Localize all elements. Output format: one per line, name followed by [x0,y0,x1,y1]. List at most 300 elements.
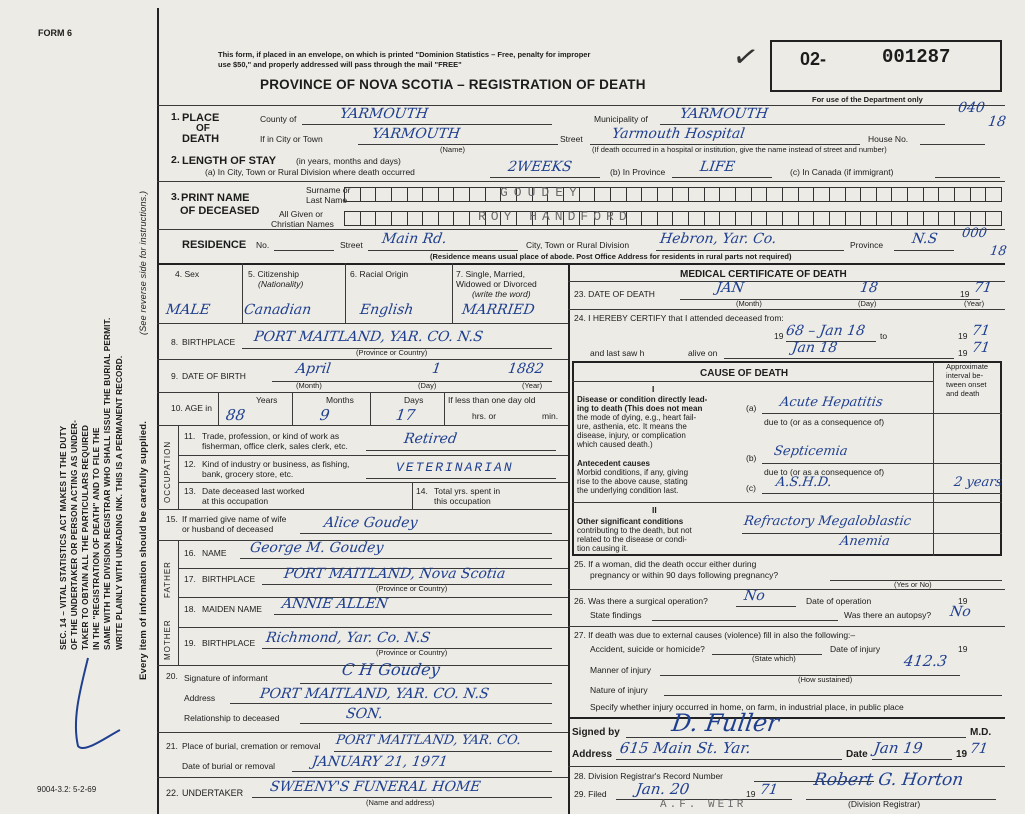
s17-note: (Province or Country) [376,584,448,593]
rule [218,392,219,425]
s21-label: Place of burial, cremation or removal [182,741,321,751]
stay-a-value: 2WEEKS [506,159,573,175]
s15-label-1: If married give name of wife [182,514,287,524]
rule [292,392,293,425]
s17-num: 17. [184,574,196,584]
rule [157,263,1005,265]
s20-relationship-label: Relationship to deceased [184,713,280,723]
antecedent-line-3: rise to the above cause, stating [577,477,688,486]
rule [157,777,568,778]
s24-from-value: 68 – Jan 18 [784,323,867,339]
other-value-2: Anemia [838,534,891,549]
s17-label: BIRTHPLACE [202,574,256,584]
s14-label-2: this occupation [434,496,491,506]
given-name-value: ROY HANDFORD [478,209,632,224]
other-line-4: tion causing it. [577,544,629,553]
registration-prefix: 02- [800,49,827,69]
s12-num: 12. [184,459,196,469]
s19-label: BIRTHPLACE [202,638,256,648]
s20-address-label: Address [184,693,216,703]
s24-last-year-prefix: 19 [958,348,968,358]
s2-num: 2. [171,154,180,166]
s12-label-1: Kind of industry or business, as fishing, [202,459,350,469]
city-name-note: (Name) [440,145,466,154]
rule [368,250,518,251]
s20-num: 20. [166,671,178,681]
s10-years-value: 88 [224,406,247,424]
cause-c-interval: 2 years [952,475,1004,490]
rule [724,358,954,359]
rule [157,181,1005,182]
s22-value: SWEENY'S FUNERAL HOME [268,779,482,795]
registrar-name-stamp: A.F. WEIR [660,799,747,811]
s5-value: Canadian [242,302,313,318]
antecedent-line-2: Morbid conditions, if any, giving [577,468,689,477]
s1-label-death: DEATH [182,133,220,145]
antecedent-line-1: Antecedent causes [577,459,650,468]
s6-value: English [358,302,415,318]
s21-value: PORT MAITLAND, YAR. CO. [334,733,522,748]
rule [157,105,1005,106]
s3-label-print-name: PRINT NAME [181,192,250,204]
s19-note: (Province or Country) [376,648,448,657]
surname-label-2: Last Name [306,195,348,205]
disease-line-3: the mode of dying, e.g., heart fail- [577,413,697,422]
s8-num: 8. [171,337,179,347]
rule [736,606,796,607]
column-divider [568,263,570,814]
s10-years-label: Years [256,395,278,405]
stay-a-label: (a) In City, Town or Rural Division where death occurred [205,167,415,177]
rule [157,323,568,324]
disease-line-5: disease, injury, or complication [577,431,686,440]
s16-label: NAME [202,548,227,558]
s8-value: PORT MAITLAND, YAR. CO. N.S [252,329,485,345]
mail-notice-line-2: use $50," and properly addressed will pass through the mail "FREE" [218,60,462,69]
s8-label: BIRTHPLACE [182,337,236,347]
s21-date-value: JANUARY 21, 1971 [310,754,449,770]
s24-alive-value: Jan 18 [790,340,839,356]
s29-label: 29. Filed [574,789,607,799]
s27-where-label: Specify whether injury occurred in home, on farm, in industrial place, in public place [590,702,904,712]
rule [664,695,1002,696]
s27-nature-label: Nature of injury [590,685,648,695]
s29-note: (Division Registrar) [848,799,921,809]
rule [490,177,600,178]
s23-year: 71 [972,280,993,296]
county-label: County of [260,114,297,124]
s9-day-note: (Day) [418,381,437,390]
s11-num: 11. [184,431,196,441]
rule [370,392,371,425]
form-number: FORM 6 [38,28,73,38]
s15-value: Alice Goudey [322,515,419,531]
s10-less-label: If less than one day old [448,395,536,405]
residence-street-value: Main Rd. [380,231,448,247]
s27-label: 27. If death was due to external causes (violence) fill in also the following:– [574,630,856,640]
cause-due-b: due to (or as a consequence of) [764,467,885,477]
s28-label: 28. Division Registrar's Record Number [574,771,724,781]
cause-c-label: (c) [746,483,756,493]
s15-num: 15. [166,514,178,524]
signed-date-label: Date [846,749,868,760]
rule [345,263,346,323]
s9-year-note: (Year) [522,381,543,390]
stay-b-value: LIFE [698,159,736,175]
s1-label-of: OF [196,123,210,134]
s26-label: 26. Was there a surgical operation? [574,596,708,606]
s13-label-2: at this occupation [202,496,269,506]
form-left-border [157,8,159,814]
residence-province-value: N.S [910,231,939,247]
s21-date-label: Date of burial or removal [182,761,276,771]
roman-numeral-2: II [652,505,657,515]
rule [572,381,933,382]
s25-label-2: pregnancy or within 90 days following pregnancy? [590,570,779,580]
s23-day: 18 [858,280,879,296]
s18-num: 18. [184,604,196,614]
antecedent-line-4: the underlying condition last. [577,486,679,495]
s7-label-2: Widowed or Divorced [456,279,537,289]
s18-value: ANNIE ALLEN [280,596,390,612]
s29-year: 71 [758,782,779,798]
mail-notice-line-1: This form, if placed in an envelope, on which is printed "Dominion Statistics – Free, penalty for improper [218,50,591,59]
rule [178,455,568,456]
rule [444,392,445,425]
rule [568,766,1005,767]
side-warning-line-2: OF THE UNDERTAKER OR PERSON ACTING AS UNDER- [70,419,79,650]
rule [292,771,552,772]
mother-side-label: MOTHER [163,619,172,660]
other-line-2: contributing to the death, but not [577,526,692,535]
s9-num: 9. [171,371,179,381]
s19-value: Richmond, Yar. Co. N.S [264,630,432,646]
s3-label-of-deceased: OF DECEASED [180,205,260,217]
given-label-1: All Given or [279,209,323,219]
s26-findings-label: State findings [590,610,642,620]
check-mark-icon: ✓ [729,38,762,77]
side-note: Every item of information should be carefully supplied. [138,420,149,680]
surname-label-1: Surname or [306,185,351,195]
side-warning-line-4: IN THE "REGISTRATION OF DEATH" AND TO FILE THE [92,427,101,650]
cause-b-value: Septicemia [772,444,849,459]
rule [157,509,568,510]
s16-num: 16. [184,548,196,558]
s27-year-prefix: 19 [958,644,968,654]
rule [366,450,556,451]
disease-line-2: ing to death (This does not mean [577,404,703,413]
s4-value: MALE [164,302,212,318]
rule [178,482,568,483]
cause-heading: CAUSE OF DEATH [700,368,789,379]
cause-a-label: (a) [746,403,757,413]
s13-label-1: Date deceased last worked [202,486,305,496]
rule [178,540,179,665]
rule [568,281,1005,282]
rule [178,425,179,509]
s11-label-1: Trade, profession, or kind of work as [202,431,340,441]
s25-label-1: 25. If a woman, did the death occur either during [574,559,757,569]
s27-how-note: (How sustained) [798,675,853,684]
rule [568,309,1005,310]
rule [274,614,552,615]
s27-code: 412.3 [902,652,949,670]
s24-to-prefix: 19 [958,331,968,341]
signed-address-value: 615 Main St. Yar. [618,739,753,757]
s24-label: 24. I HEREBY CERTIFY that I attended deceased from: [574,313,784,323]
rule [652,620,838,621]
given-name-boxes [344,211,1002,226]
s5-label-2: (Nationality) [258,279,304,289]
code-2a: 000 [960,226,988,241]
county-value: YARMOUTH [338,106,430,122]
municipality-label: Municipality of [594,114,648,124]
occupation-side-label: OCCUPATION [163,440,172,503]
s2-label: LENGTH OF STAY [182,155,277,167]
s22-label: UNDERTAKER [182,788,244,798]
s25-note: (Yes or No) [894,580,932,589]
disease-line-6: which caused death.) [577,440,653,449]
city-value: YARMOUTH [370,126,462,142]
rule [872,759,952,760]
surname-value: GOUDEY [500,185,583,200]
s23-month: JAN [714,280,746,296]
signed-address-label: Address [572,749,613,760]
s24-alive-label: alive on [688,348,718,358]
s21-num: 21. [166,741,178,751]
s23-label: 23. DATE OF DEATH [574,289,655,299]
s27-date-label: Date of injury [830,644,881,654]
s27-manner-label: Manner of injury [590,665,651,675]
s10-months-label: Months [326,395,354,405]
city-label: If in City or Town [260,134,323,144]
rule [157,425,568,426]
s13-num: 13. [184,486,196,496]
s24-last-year: 71 [970,340,991,356]
registration-number-box [770,40,1002,92]
side-warning-line-5: SAME WITH THE DIVISION REGISTRAR WHO SHALL ISSUE THE BURIAL PERMIT. [103,317,112,650]
other-value-1: Refractory Megaloblastic [742,514,912,529]
s26-year-prefix: 19 [958,596,968,606]
municipality-value: YARMOUTH [678,106,770,122]
form-title: PROVINCE OF NOVA SCOTIA – REGISTRATION OF DEATH [260,77,646,92]
s26-value: No [742,588,766,604]
rule [412,482,413,509]
residence-street-label: Street [340,240,363,250]
s7-value: MARRIED [460,302,536,318]
interval-label-4: and death [946,389,980,398]
rule [274,250,334,251]
s14-label-1: Total yrs. spent in [434,486,501,496]
rule [240,558,552,559]
rule [568,626,1005,627]
rule [680,299,980,300]
s6-label: 6. Racial Origin [350,269,409,279]
s22-num: 22. [166,788,179,798]
rule [762,493,1002,494]
rule [656,250,844,251]
s20-relationship-value: SON. [344,706,384,722]
residence-province-label: Province [850,240,884,250]
s10-months-value: 9 [318,406,331,424]
s7-label-1: 7. Single, Married, [456,269,525,279]
s9-month-note: (Month) [296,381,322,390]
side-note-instructions: (See reverse side for instructions.) [138,190,148,335]
s7-label-3: (write the word) [472,289,531,299]
residence-note: (Residence means usual place of abode. Post Office Address for residents in rural parts not required) [430,252,792,261]
hospital-note: (If death occurred in a hospital or institution, give the name instead of street and number) [592,145,887,154]
rule [302,124,552,125]
s1-label-place: PLACE [182,112,220,124]
s20-address-value: PORT MAITLAND, YAR. CO. N.S [258,686,491,702]
house-label: House No. [868,134,909,144]
s27-accident-label: Accident, suicide or homicide? [590,644,705,654]
s8-note: (Province or Country) [356,348,428,357]
rule [334,751,552,752]
rule [366,478,556,479]
residence-division-label: City, Town or Rural Division [526,240,630,250]
rule [920,144,985,145]
rule [672,177,772,178]
s1-num: 1. [171,111,180,123]
s12-value: VETERINARIAN [396,460,514,475]
cause-due-a: due to (or as a consequence of) [764,417,885,427]
s26-autopsy-label: Was there an autopsy? [844,610,932,620]
signed-year: 71 [968,741,989,757]
signed-year-prefix: 19 [956,749,968,760]
residence-division-value: Hebron, Yar. Co. [658,231,778,247]
rule [452,263,453,323]
s12-label-2: bank, grocery store, etc. [202,469,294,479]
stay-b-label: (b) In Province [610,167,666,177]
street-label: Street [560,134,583,144]
informant-signature: C H Goudey [340,660,442,679]
s24-to-label: to [880,331,888,341]
s9-year: 1882 [506,361,545,377]
s2-label-note: (in years, months and days) [296,156,401,166]
side-warning-line-1: SEC. 14 – VITAL STATISTICS ACT MAKES IT THE DUTY [59,425,68,650]
physician-signature: D. Fuller [670,709,781,737]
rule [568,589,1005,590]
s19-num: 19. [184,638,196,648]
rule [157,229,1005,230]
code-1b: 18 [986,114,1007,130]
s3-num: 3. [171,191,180,203]
rule [762,463,1002,464]
rule [300,533,552,534]
department-use-note: For use of the Department only [812,95,923,104]
s4-label: 4. Sex [175,269,200,279]
s23-month-note: (Month) [736,299,762,308]
code-1a: 040 [956,100,986,116]
rule [894,250,954,251]
rule [660,124,945,125]
rule [626,737,966,738]
interval-label-3: tween onset [946,380,987,389]
other-line-3: related to the disease or condi- [577,535,687,544]
given-label-2: Christian Names [271,219,334,229]
s10-num: 10. [171,403,183,413]
side-warning-line-6: WRITE PLAINLY WITH UNFADING INK. THIS IS A PERMANENT RECORD. [115,355,124,650]
s24-last-saw-label: and last saw h [590,348,645,358]
s5-label-1: 5. Citizenship [248,269,300,279]
rule [230,703,552,704]
rule [935,177,1000,178]
s11-label-2: fisherman, office clerk, sales clerk, etc. [202,441,348,451]
rule [616,759,842,760]
s15-label-2: or husband of deceased [182,524,274,534]
cause-a-value: Acute Hepatitis [778,395,884,410]
s24-from-prefix: 19 [774,331,784,341]
s18-label: MAIDEN NAME [202,604,262,614]
roman-numeral-1: I [652,384,655,394]
medical-heading: MEDICAL CERTIFICATE OF DEATH [680,269,847,280]
s11-value: Retired [402,431,458,447]
street-value: Yarmouth Hospital [610,126,746,142]
s29-year-prefix: 19 [746,789,756,799]
rule [572,502,1002,503]
s24-to-value: 71 [970,323,991,339]
s23-day-note: (Day) [858,299,877,308]
rule [178,627,568,628]
s20-label: Signature of informant [184,673,268,683]
s10-min-label: min. [542,411,559,421]
cause-c-value: A.S.H.D. [774,475,833,490]
other-line-1: Other significant conditions [577,517,684,526]
s23-year-prefix: 19 [960,289,970,299]
s27-state-note: (State which) [752,654,796,663]
residence-no-label: No. [256,240,270,250]
signed-md-label: M.D. [970,727,992,738]
rule [568,717,1005,719]
s10-label: AGE in [185,403,212,413]
s9-month: April [294,361,332,377]
stay-c-label: (c) In Canada (if immigrant) [790,167,894,177]
rule [300,723,552,724]
interval-label-1: Approximate [946,362,989,371]
rule [300,683,552,684]
s14-num: 14. [416,486,428,496]
s10-days-value: 17 [394,406,417,424]
registrar-signature: Robert G. Horton [812,770,965,790]
side-warning-line-3: TAKER TO OBTAIN ALL THE PARTICULARS REQUIRED [81,424,90,650]
rule [933,361,934,556]
disease-line-4: ure, asthenia, etc. It means the [577,422,687,431]
signed-by-label: Signed by [572,727,620,738]
signed-date-value: Jan 19 [872,739,924,757]
surname-boxes [344,187,1002,202]
s26-autopsy-value: No [948,604,972,620]
s26-date-label: Date of operation [806,596,872,606]
s9-label: DATE OF BIRTH [182,371,246,381]
father-side-label: FATHER [163,561,172,598]
interval-label-2: interval be- [946,371,984,380]
print-code: 9004-3.2: 5-2-69 [37,785,97,794]
s10-days-label: Days [404,395,424,405]
code-2b: 18 [988,244,1008,259]
cause-b-label: (b) [746,453,757,463]
s9-day: 1 [430,361,443,377]
rule [762,413,1002,414]
s23-year-note: (Year) [964,299,985,308]
registration-number: 001287 [882,46,951,68]
margin-scribble [50,650,130,760]
disease-line-1: Disease or condition directly lead- [577,395,708,404]
s22-note: (Name and address) [366,798,435,807]
residence-label: RESIDENCE [182,239,247,251]
s29-date: Jan. 20 [634,780,691,798]
rule [157,359,568,360]
